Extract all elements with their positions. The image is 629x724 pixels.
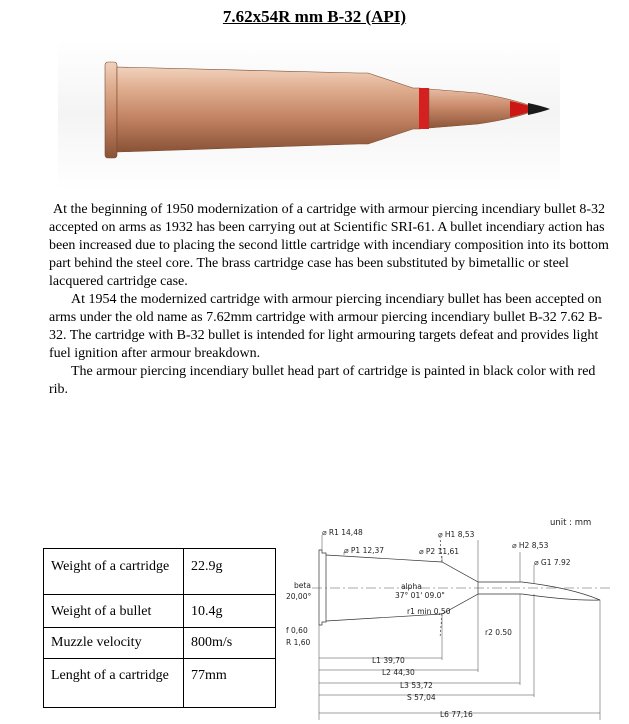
- leader-lines: [322, 535, 534, 583]
- beta-value: 20,00°: [286, 592, 312, 601]
- cartridge-photo: [58, 40, 560, 190]
- table-row: [44, 628, 276, 659]
- f-label: f 0,60: [286, 626, 308, 635]
- r2-label: r2 0.50: [485, 628, 512, 637]
- s-label: S 57,04: [407, 693, 436, 702]
- beta-label: beta: [294, 581, 311, 590]
- r-label: R 1,60: [286, 638, 311, 647]
- dim-h1: ⌀ H1 8,53: [438, 530, 475, 539]
- table-row: [44, 595, 276, 628]
- l2-label: L2 44,30: [382, 668, 415, 677]
- paragraph-3: The armour piercing incendiary bullet head part of cartridge is painted in black color with red rib.: [49, 364, 596, 397]
- dim-p2: ⌀ P2 11,61: [419, 547, 460, 556]
- spec-value: 22.9g: [184, 549, 276, 595]
- dim-g1: ⌀ G1 7.92: [534, 558, 571, 567]
- dim-r1: ⌀ R1 14,48: [322, 528, 363, 537]
- l1-label: L1 39,70: [372, 656, 405, 665]
- spec-value: 10.4g: [184, 595, 276, 628]
- body-text: [49, 201, 614, 399]
- r1-label: r1 min 0,50: [407, 607, 451, 616]
- paragraph-1: At the beginning of 1950 modernization of a cartridge with armour piercing incendiary bullet 8-32 accepted on arms as 1932 has been carrying out at Scientific SRI-61. A bullet incendiary action has been increased due to placing the second little cartridge with incendiary composition into its bottom part behind the steel core. The brass cartridge case has been substituted by bimetallic or steel lacquered cartridge case.: [49, 202, 609, 289]
- spec-value: 800m/s: [184, 628, 276, 659]
- l3-label: L3 53,72: [400, 681, 433, 690]
- cartridge-dimension-drawing: [282, 510, 622, 722]
- dim-p1: ⌀ P1 12,37: [344, 546, 385, 555]
- spec-table: [43, 548, 276, 708]
- spec-label: Weight of a bullet: [44, 595, 184, 628]
- table-row: [44, 659, 276, 708]
- spec-label: Muzzle velocity: [44, 628, 184, 659]
- dim-h2: ⌀ H2 8,53: [512, 541, 549, 550]
- alpha-label: alpha: [401, 582, 422, 591]
- spec-label: Lenght of a cartridge: [44, 659, 184, 708]
- unit-label: unit : mm: [550, 518, 592, 528]
- table-row: [44, 549, 276, 595]
- alpha-value: 37° 01' 09.0": [395, 591, 445, 600]
- spec-value: 77mm: [184, 659, 276, 708]
- page-title: 7.62x54R mm B-32 (API): [222, 7, 407, 26]
- spec-label: Weight of a cartridge: [44, 549, 184, 595]
- paragraph-2: At 1954 the modernized cartridge with armour piercing incendiary bullet has been accepted on arms under the old name as 7.62mm cartridge with armour piercing incendiary bullet B-32 7.62 B-32. The cartridge with B-32 bullet is intended for light armouring targets defeat and provides light fuel ignition after armour breakdown.: [49, 292, 603, 361]
- length-dimensions: [319, 594, 600, 720]
- l6-label: L6 77,16: [440, 710, 473, 719]
